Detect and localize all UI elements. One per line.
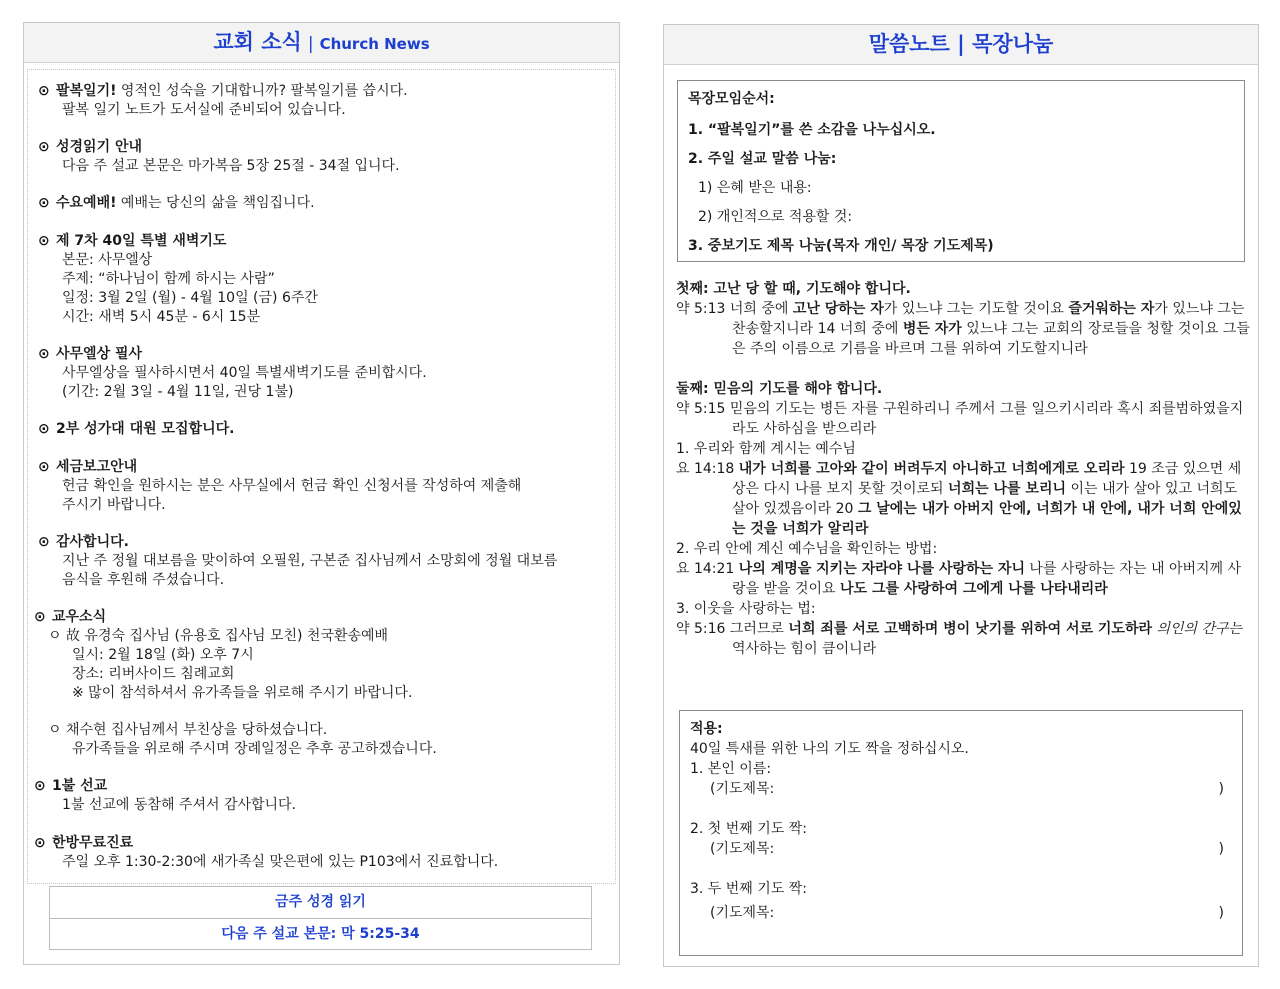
order-line: 2) 개인적으로 적용할 것: — [698, 209, 853, 225]
prayer-topic-label: (기도제목: — [710, 781, 775, 797]
news-item-one-dollar-mission — [34, 777, 604, 815]
news-line: 유가족들을 위로해 주시며 장례일정은 추후 공고하겠습니다. — [72, 741, 437, 757]
news-title: 1불 선교 — [52, 778, 108, 794]
prayer-topic-close: ) — [1218, 781, 1224, 797]
news-bullet: ⊙ — [38, 421, 50, 437]
news-bullet: ⊙ — [38, 459, 50, 475]
apply-item-partner-2: 3. 두 번째 기도 짝: — [690, 881, 808, 897]
news-title-rest: 예배는 당신의 삶을 책임집니다. — [116, 195, 315, 211]
news-bullet: ⊙ — [38, 139, 50, 155]
news-line: 주제: “하나님이 함께 하시는 사람” — [62, 271, 275, 287]
news-bullet: ⊙ — [34, 609, 46, 625]
news-bullet: ⊙ — [38, 534, 50, 550]
church-news-header — [24, 23, 619, 63]
weekly-reading-box — [49, 886, 592, 950]
news-item-bible-reading — [38, 138, 608, 176]
order-line: 2. 주일 설교 말씀 나눔: — [688, 151, 837, 167]
news-title: 사무엘상 필사 — [56, 346, 143, 362]
news-title: 교우소식 — [52, 609, 107, 625]
news-title: 2부 성가대 대원 모집합니다. — [56, 421, 235, 437]
news-bullet: ⊙ — [38, 83, 50, 99]
verse-text: 약 5:15 믿음의 기도는 병든 자를 구원하리니 주께서 그를 일으키시리라 혹시 죄를범하였을지라도 사하심을 받으리라 — [676, 401, 1244, 437]
sermon-note-panel — [663, 24, 1259, 967]
news-line: 헌금 확인을 원하시는 분은 사무실에서 헌금 확인 신청서를 작성하여 제출해 — [62, 478, 522, 494]
news-line: 다음 주 설교 본문은 마가복음 5장 25절 - 34절 입니다. — [62, 158, 400, 174]
church-news-title: 교회 소식 — [213, 30, 302, 54]
news-line: 사무엘상을 필사하시면서 40일 특별새벽기도를 준비합시다. — [62, 365, 427, 381]
weekly-reading-title: 금주 성경 읽기 — [275, 894, 366, 910]
news-title: 감사합니다. — [56, 534, 129, 550]
news-bullet: ⊙ — [34, 835, 46, 851]
news-line: 장소: 리버사이드 침례교회 — [72, 666, 235, 682]
news-list — [27, 69, 616, 884]
prayer-topic-line — [690, 903, 1232, 923]
news-line: 팔복 일기 노트가 도서실에 준비되어 있습니다. — [62, 102, 346, 118]
order-title: 목장모임순서: — [688, 91, 775, 107]
order-line: 1. “팔복일기”를 쓴 소감을 나누십시오. — [688, 122, 936, 138]
news-line: 1불 선교에 동참해 주셔서 감사합니다. — [62, 797, 297, 813]
news-item-wednesday-service — [38, 194, 608, 213]
verse-text: 약 5:13 너희 중에 고난 당하는 자가 있느냐 그는 기도할 것이요 즐거워하는 자가 있느냐 그는 찬송할지니라 14 너희 중에 병든 자가 있느냐 그는 교회의 장로들을 청할 것이요 그들은 주의 이름으로 기름을 바르며 그를 위하여 기도할지니라 — [676, 301, 1250, 357]
news-item-thanks — [38, 533, 608, 590]
prayer-topic-label: (기도제목: — [710, 841, 775, 857]
news-line: 주일 오후 1:30-2:30에 새가족실 맞은편에 있는 P103에서 진료합니다. — [62, 854, 499, 870]
news-line: (기간: 2월 3일 - 4월 11일, 권당 1불) — [62, 384, 294, 400]
news-item-dawn-prayer — [38, 232, 608, 327]
news-line: 지난 주 정월 대보름을 맞이하여 오필원, 구본준 집사님께서 소망회에 정월 대보름 — [62, 553, 558, 569]
apply-title: 적용: — [690, 721, 723, 737]
verse-text: 요 14:21 나의 계명을 지키는 자라야 나를 사랑하는 자니 나를 사랑하는 자는 내 아버지께 사랑을 받을 것이요 나도 그를 사랑하여 그에게 나를 나타내리라 — [676, 561, 1242, 597]
prayer-topic-line — [690, 779, 1232, 799]
subpoint: 1. 우리와 함께 계시는 예수님 — [676, 441, 856, 457]
point-2-heading: 둘째: 믿음의 기도를 해야 합니다. — [676, 381, 883, 397]
news-line: 일시: 2월 18일 (화) 오후 7시 — [72, 647, 254, 663]
news-bullet: ⊙ — [38, 346, 50, 362]
application-box — [679, 710, 1243, 956]
sermon-notes — [676, 279, 1250, 659]
order-line: 3. 중보기도 제목 나눔(목자 개인/ 목장 기도제목) — [688, 238, 994, 254]
news-line: ㅇ 채수현 집사님께서 부친상을 당하셨습니다. — [48, 722, 328, 738]
news-item-choir-recruit — [38, 420, 608, 439]
sermon-note-title: 말씀노트 | 목장나눔 — [868, 32, 1054, 56]
church-news-subtitle: Church News — [319, 35, 430, 53]
prayer-topic-line — [690, 839, 1232, 859]
order-line: 1) 은혜 받은 내용: — [698, 180, 812, 196]
verse-text: 약 5:16 그러므로 너희 죄를 서로 고백하며 병이 낫기를 위하여 서로 기도하라 의인의 간구는 역사하는 힘이 큼이니라 — [676, 621, 1243, 657]
cell-meeting-order-box — [677, 80, 1245, 262]
news-title: 수요예배! — [56, 195, 117, 211]
news-item-free-clinic — [34, 834, 604, 872]
prayer-topic-label: (기도제목: — [710, 905, 775, 921]
point-1-heading: 첫째: 고난 당 할 때, 기도해야 합니다. — [676, 281, 911, 297]
news-line: 일정: 3월 2일 (월) - 4월 10일 (금) 6주간 — [62, 290, 318, 306]
news-bullet: ⊙ — [34, 778, 46, 794]
news-title: 성경읽기 안내 — [56, 139, 143, 155]
church-news-panel — [23, 22, 620, 965]
next-sermon-text: 다음 주 설교 본문: 막 5:25-34 — [50, 918, 591, 950]
apply-item-self: 1. 본인 이름: — [690, 761, 772, 777]
prayer-topic-close: ) — [1218, 841, 1224, 857]
news-line: 시간: 새벽 5시 45분 - 6시 15분 — [62, 309, 261, 325]
news-item-beatitude-diary — [38, 82, 608, 120]
news-item-tax-report — [38, 458, 608, 515]
news-item-member-news — [34, 608, 604, 759]
apply-item-partner-1: 2. 첫 번째 기도 짝: — [690, 821, 808, 837]
news-line: 음식을 후원해 주셨습니다. — [62, 572, 225, 588]
news-title: 제 7차 40일 특별 새벽기도 — [56, 233, 227, 249]
news-bullet: ⊙ — [38, 233, 50, 249]
news-item-samuel-transcription — [38, 345, 608, 402]
sermon-note-header — [664, 25, 1258, 65]
header-separator: | — [307, 34, 314, 54]
subpoint: 3. 이웃을 사랑하는 법: — [676, 601, 816, 617]
news-line: 주시기 바랍니다. — [62, 497, 166, 513]
news-line: ※ 많이 참석하셔서 유가족들을 위로해 주시기 바랍니다. — [72, 685, 413, 701]
news-title: 팔복일기! — [56, 83, 117, 99]
news-title-rest: 영적인 성숙을 기대합니까? 팔복일기를 씁시다. — [116, 83, 408, 99]
prayer-topic-close: ) — [1218, 905, 1224, 921]
news-bullet: ⊙ — [38, 195, 50, 211]
news-line: ㅇ 故 유경숙 집사님 (유용호 집사님 모친) 천국환송예배 — [48, 628, 389, 644]
verse-text: 요 14:18 내가 너희를 고아와 같이 버려두지 아니하고 너희에게로 오리라 19 조금 있으면 세상은 다시 나를 보지 못할 것이로되 너희는 나를 보리니 이는 내가 살아 있고 너희도 살아 있겠음이라 20 그 날에는 내가 아버지 안에, 너희가 내 안에, 내가 너희 안에있는 것을 너희가 알리라 — [676, 461, 1242, 537]
news-title: 세금보고안내 — [56, 459, 138, 475]
news-line: 본문: 사무엘상 — [62, 252, 153, 268]
subpoint: 2. 우리 안에 계신 예수님을 확인하는 방법: — [676, 541, 938, 557]
apply-intro: 40일 특새를 위한 나의 기도 짝을 정하십시오. — [690, 741, 969, 757]
news-title: 한방무료진료 — [52, 835, 134, 851]
